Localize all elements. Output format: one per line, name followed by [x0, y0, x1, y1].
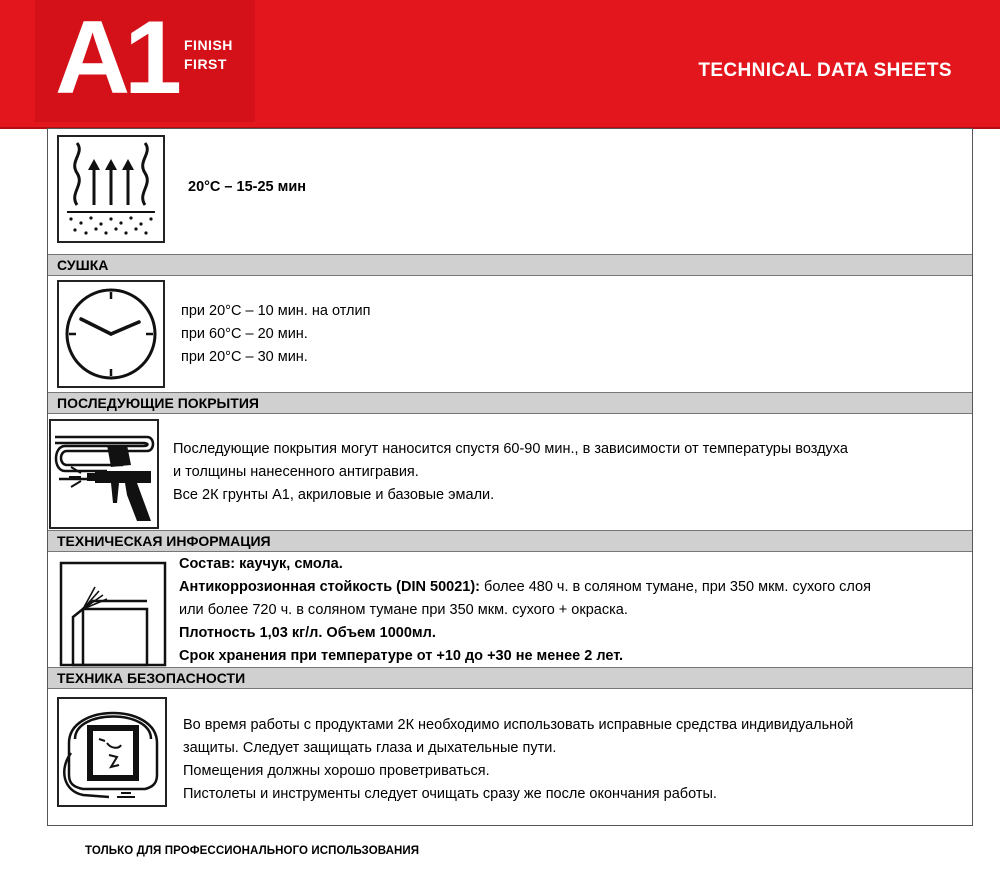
- professional-use-note: ТОЛЬКО ДЛЯ ПРОФЕССИОНАЛЬНОГО ИСПОЛЬЗОВАНИЯ: [85, 845, 420, 857]
- tech-info-heading: ТЕХНИЧЕСКАЯ ИНФОРМАЦИЯ: [48, 530, 972, 552]
- book-icon: [59, 561, 167, 667]
- data-sheet-table: [47, 128, 973, 826]
- logo-tagline-line-2: FIRST: [184, 56, 227, 72]
- drying-line: при 20°С – 10 мин. на отлип: [181, 303, 371, 319]
- safety-line: защиты. Следует защищать глаза и дыхательные пути.: [183, 740, 557, 756]
- safety-line: Пистолеты и инструменты следует очищать сразу же после окончания работы.: [183, 786, 717, 802]
- recoat-line: Последующие покрытия могут наносится спустя 60-90 мин., в зависимости от температуры воздуха: [173, 441, 848, 457]
- brand-logo: [35, 0, 255, 122]
- evaporation-time: 20°C – 15-25 мин: [188, 179, 307, 195]
- recoat-description: [173, 438, 848, 507]
- drying-heading: СУШКА: [48, 254, 972, 276]
- recoat-heading: ПОСЛЕДУЮЩИЕ ПОКРЫТИЯ: [48, 392, 972, 414]
- spray-gun-icon: [49, 419, 159, 529]
- tech-info-text: [179, 553, 871, 668]
- respirator-mask-icon: [57, 697, 167, 807]
- recoat-line: и толщины нанесенного антигравия.: [173, 464, 419, 480]
- corrosion-line: [179, 576, 871, 599]
- safety-line: Помещения должны хорошо проветриваться.: [183, 763, 490, 779]
- safety-text: [183, 714, 853, 806]
- drying-line: при 20°С – 30 мин.: [181, 349, 308, 365]
- drying-times: [181, 300, 370, 369]
- corrosion-value: более 480 ч. в соляном тумане, при 350 мкм. сухого слоя: [480, 579, 871, 595]
- recoat-line: Все 2К грунты А1, акриловые и базовые эмали.: [173, 487, 495, 503]
- logo-tagline: [184, 36, 233, 74]
- corrosion-line-2: или более 720 ч. в соляном тумане при 350 мкм. сухого + окраска.: [179, 602, 628, 618]
- logo-tagline-line-1: FINISH: [184, 37, 233, 53]
- page-title: TECHNICAL DATA SHEETS: [698, 60, 952, 81]
- safety-line: Во время работы с продуктами 2К необходимо использовать исправные средства индивидуальной: [183, 717, 854, 733]
- evaporation-icon: [57, 135, 165, 243]
- corrosion-label: Антикоррозионная стойкость (DIN 50021):: [179, 579, 480, 595]
- density-volume: Плотность 1,03 кг/л. Объем 1000мл.: [179, 625, 436, 641]
- logo-mark: A1: [55, 0, 176, 116]
- header-banner: [0, 0, 1000, 129]
- drying-line: при 60°С – 20 мин.: [181, 326, 308, 342]
- clock-icon: [57, 280, 165, 388]
- composition: Состав: каучук, смола.: [179, 556, 343, 572]
- shelf-life: Срок хранения при температуре от +10 до +30 не менее 2 лет.: [179, 648, 624, 664]
- safety-heading: ТЕХНИКА БЕЗОПАСНОСТИ: [48, 667, 972, 689]
